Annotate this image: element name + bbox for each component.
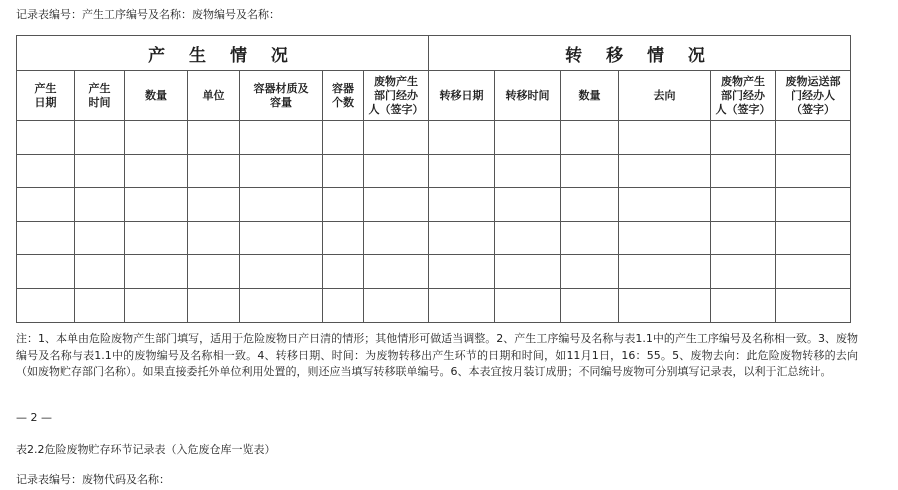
table-cell	[776, 121, 851, 155]
table-cell	[364, 288, 429, 322]
table-cell	[776, 154, 851, 188]
col-header-destination: 去向	[619, 71, 711, 121]
table-row	[17, 154, 851, 188]
table-cell	[711, 288, 776, 322]
table-cell	[495, 121, 561, 155]
table-cell	[240, 255, 323, 289]
table-cell	[17, 188, 75, 222]
next-record-header-line: 记录表编号：废物代码及名称：	[16, 473, 170, 486]
table-cell	[323, 221, 364, 255]
table-cell	[619, 154, 711, 188]
table-cell	[188, 121, 240, 155]
table-cell	[619, 188, 711, 222]
table-cell	[429, 121, 495, 155]
table-row	[17, 221, 851, 255]
table-row	[17, 288, 851, 322]
record-header-line: 记录表编号：产生工序编号及名称：废物编号及名称：	[16, 8, 280, 21]
col-header-generation-time: 产生 时间	[75, 71, 125, 121]
table-cell	[125, 121, 188, 155]
col-header-transport-signer: 废物运送部 门经办人 （签字）	[776, 71, 851, 121]
table-cell	[364, 221, 429, 255]
table-cell	[429, 221, 495, 255]
table-cell	[711, 221, 776, 255]
table-cell	[188, 288, 240, 322]
table-cell	[75, 188, 125, 222]
page-number: — 2 —	[16, 411, 52, 424]
table-cell	[711, 154, 776, 188]
table-cell	[75, 255, 125, 289]
table-cell	[776, 221, 851, 255]
col-header-transfer-date: 转移日期	[429, 71, 495, 121]
table-cell	[364, 154, 429, 188]
table-cell	[561, 288, 619, 322]
table-cell	[188, 188, 240, 222]
table-cell	[561, 255, 619, 289]
table-cell	[364, 188, 429, 222]
col-header-container-material: 容器材质及 容量	[240, 71, 323, 121]
table-cell	[561, 221, 619, 255]
table-row	[17, 255, 851, 289]
col-header-transfer-generation-signer: 废物产生 部门经办 人（签字）	[711, 71, 776, 121]
table-cell	[711, 188, 776, 222]
table-footnote: 注：1、本单由危险废物产生部门填写，适用于危险废物日产日清的情形；其他情形可做适当调整。2、产生工序编号及名称与表1.1中的产生工序编号及名称相一致。3、废物编号及名称与表1.1中的废物编号及名称相一致。4、转移日期、时间：为废物转移出产生环节的日期和时间，如11月1日，16：55。5、废物去向：此危险废物转移的去向（如废物贮存部门名称）。如果直接委托外单位利用处置的，则还应当填写转移联单编号。6、本表宜按月装订成册；不同编号废物可分别填写记录表，以利于汇总统计。	[16, 332, 858, 378]
table-cell	[240, 121, 323, 155]
col-header-transfer-quantity: 数量	[561, 71, 619, 121]
table-cell	[364, 255, 429, 289]
table-cell	[619, 288, 711, 322]
table-cell	[561, 121, 619, 155]
table-row	[17, 121, 851, 155]
table-cell	[619, 121, 711, 155]
table-cell	[75, 221, 125, 255]
table-cell	[776, 255, 851, 289]
table-cell	[323, 255, 364, 289]
col-header-generation-date: 产生 日期	[17, 71, 75, 121]
col-header-unit: 单位	[188, 71, 240, 121]
section-transfer-title: 转 移 情 况	[429, 36, 851, 71]
col-header-container-count: 容器 个数	[323, 71, 364, 121]
table-cell	[495, 221, 561, 255]
table-cell	[495, 255, 561, 289]
col-header-generation-signer: 废物产生 部门经办 人（签字）	[364, 71, 429, 121]
table-row	[17, 188, 851, 222]
table-cell	[240, 154, 323, 188]
table-cell	[240, 188, 323, 222]
table-cell	[429, 154, 495, 188]
table-cell	[619, 221, 711, 255]
table-cell	[429, 188, 495, 222]
table-cell	[125, 288, 188, 322]
table-cell	[323, 288, 364, 322]
table-cell	[323, 121, 364, 155]
table-cell	[364, 121, 429, 155]
table-cell	[17, 154, 75, 188]
table-cell	[125, 221, 188, 255]
table-cell	[561, 154, 619, 188]
table-cell	[561, 188, 619, 222]
table-cell	[776, 288, 851, 322]
table-cell	[240, 221, 323, 255]
table-cell	[17, 288, 75, 322]
table-cell	[711, 255, 776, 289]
table-cell	[188, 154, 240, 188]
table-cell	[711, 121, 776, 155]
table-cell	[776, 188, 851, 222]
table-cell	[188, 221, 240, 255]
table-cell	[429, 255, 495, 289]
table-cell	[495, 154, 561, 188]
table-cell	[125, 154, 188, 188]
table-cell	[429, 288, 495, 322]
table-cell	[323, 154, 364, 188]
table-cell	[75, 154, 125, 188]
table-cell	[17, 255, 75, 289]
table-cell	[125, 255, 188, 289]
table-cell	[188, 255, 240, 289]
table-cell	[495, 188, 561, 222]
table-cell	[240, 288, 323, 322]
table-cell	[17, 221, 75, 255]
table-cell	[17, 121, 75, 155]
col-header-quantity: 数量	[125, 71, 188, 121]
table-cell	[495, 288, 561, 322]
next-table-caption: 表2.2危险废物贮存环节记录表（入危废仓库一览表）	[16, 443, 276, 456]
table-cell	[619, 255, 711, 289]
hazardous-waste-record-table	[16, 35, 851, 323]
section-generation-title: 产 生 情 况	[17, 36, 429, 71]
table-cell	[323, 188, 364, 222]
table-cell	[75, 288, 125, 322]
table-cell	[75, 121, 125, 155]
col-header-transfer-time: 转移时间	[495, 71, 561, 121]
table-cell	[125, 188, 188, 222]
